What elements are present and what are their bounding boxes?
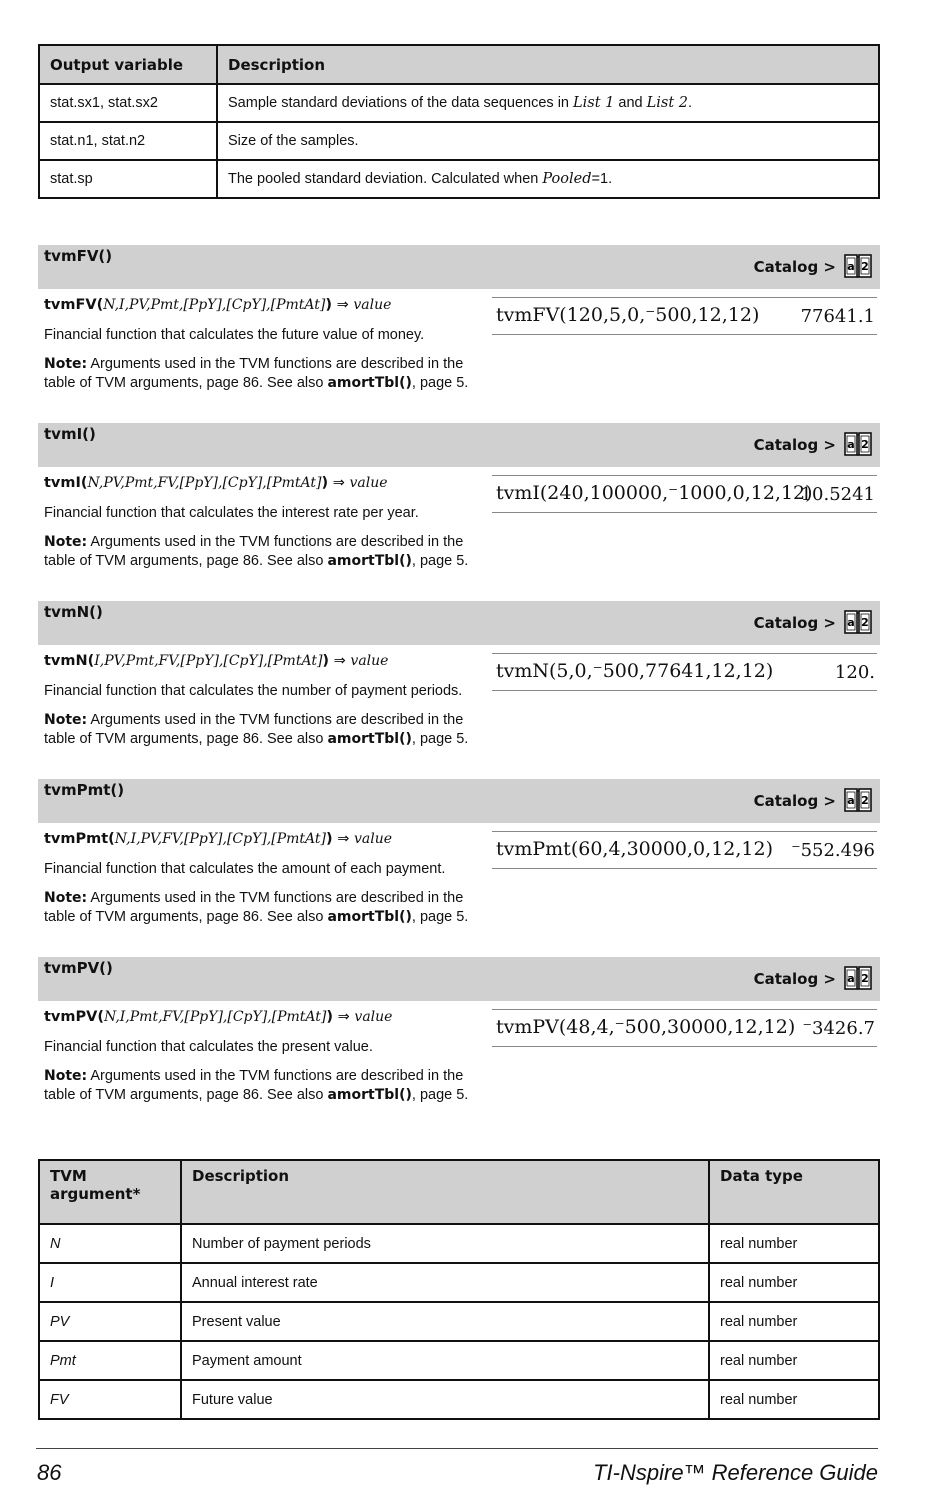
function-title: tvmI()	[44, 425, 96, 443]
catalog-label: Catalog >	[753, 258, 836, 276]
svg-text:a: a	[847, 972, 855, 985]
argument-cell: PV	[39, 1302, 181, 1341]
catalog-book-icon	[844, 787, 872, 813]
note-end: , page 5.	[411, 731, 469, 747]
table-row	[39, 1341, 879, 1380]
note-label: Note:	[44, 890, 88, 906]
function-syntax	[44, 475, 388, 491]
function-syntax	[44, 831, 392, 847]
syntax-arguments: N,I,Pmt,FV,[PpY],[CpY],[PmtAt]	[103, 1009, 327, 1025]
function-note	[44, 355, 474, 393]
function-entry	[38, 245, 880, 423]
catalog-label: Catalog >	[753, 970, 836, 988]
note-reference: amortTbl()	[327, 1087, 412, 1103]
table-row	[39, 84, 879, 122]
output-variable-cell: stat.sx1, stat.sx2	[39, 84, 217, 122]
note-text: Arguments used in the TVM functions are described in the table of TVM arguments, page 86. See also	[44, 890, 464, 925]
note-end: , page 5.	[411, 1087, 469, 1103]
function-entry	[38, 957, 880, 1135]
note-label: Note:	[44, 1068, 88, 1084]
data-type-cell: real number	[709, 1224, 879, 1263]
entry-header-bar	[38, 779, 880, 823]
catalog-label: Catalog >	[753, 614, 836, 632]
description-cell: Future value	[181, 1380, 709, 1419]
note-reference: amortTbl()	[327, 553, 412, 569]
argument-cell: N	[39, 1224, 181, 1263]
function-note	[44, 533, 474, 571]
example-expression: tvmI(240,100000,⁻1000,0,12,12)	[496, 482, 813, 504]
calculator-example	[492, 297, 877, 335]
function-title: tvmPmt()	[44, 781, 125, 799]
syntax-close-paren: )	[322, 653, 330, 669]
example-result: 77641.1	[800, 306, 875, 327]
output-variable-table	[38, 44, 880, 199]
note-reference: amortTbl()	[327, 909, 412, 925]
catalog-book-icon	[844, 253, 872, 279]
description-cell: Number of payment periods	[181, 1224, 709, 1263]
function-note	[44, 711, 474, 749]
implies-arrow-icon: ⇒	[337, 831, 350, 847]
column-header: TVM argument*	[39, 1160, 181, 1224]
svg-text:a: a	[847, 438, 855, 451]
syntax-function-name: tvmFV(	[44, 297, 104, 313]
function-syntax	[44, 297, 391, 313]
syntax-arguments: N,I,PV,Pmt,[PpY],[CpY],[PmtAt]	[103, 297, 326, 313]
svg-text:a: a	[847, 616, 855, 629]
footer-divider	[36, 1448, 878, 1449]
svg-text:2: 2	[861, 616, 869, 629]
syntax-arguments: N,PV,Pmt,FV,[PpY],[CpY],[PmtAt]	[87, 475, 322, 491]
data-type-cell: real number	[709, 1341, 879, 1380]
data-type-cell: real number	[709, 1302, 879, 1341]
note-end: , page 5.	[411, 909, 469, 925]
note-end: , page 5.	[411, 553, 469, 569]
function-note	[44, 1067, 474, 1105]
note-text: Arguments used in the TVM functions are described in the table of TVM arguments, page 86. See also	[44, 712, 464, 747]
syntax-function-name: tvmN(	[44, 653, 95, 669]
syntax-close-paren: )	[325, 831, 333, 847]
page-number: 86	[37, 1460, 62, 1485]
column-header: Description	[181, 1160, 709, 1224]
description-cell: Sample standard deviations of the data sequences in List 1 and List 2.	[217, 84, 879, 122]
entry-header-bar	[38, 957, 880, 1001]
note-text: Arguments used in the TVM functions are described in the table of TVM arguments, page 86. See also	[44, 534, 464, 569]
argument-cell: Pmt	[39, 1341, 181, 1380]
function-title: tvmFV()	[44, 247, 113, 265]
table-header-row	[39, 45, 879, 84]
calculator-example	[492, 475, 877, 513]
column-header: Description	[217, 45, 879, 84]
example-expression: tvmPV(48,4,⁻500,30000,12,12)	[496, 1016, 796, 1038]
description-cell: Annual interest rate	[181, 1263, 709, 1302]
syntax-return: value	[353, 831, 393, 847]
note-label: Note:	[44, 534, 88, 550]
implies-arrow-icon: ⇒	[332, 475, 345, 491]
syntax-arguments: N,I,PV,FV,[PpY],[CpY],[PmtAt]	[114, 831, 326, 847]
description-cell: The pooled standard deviation. Calculated when Pooled=1.	[217, 160, 879, 198]
function-description: Financial function that calculates the future value of money.	[44, 327, 425, 343]
svg-text:2: 2	[861, 972, 869, 985]
guide-title: TI-Nspire™ Reference Guide	[593, 1460, 878, 1485]
description-cell: Present value	[181, 1302, 709, 1341]
function-description: Financial function that calculates the interest rate per year.	[44, 505, 419, 521]
function-syntax	[44, 1009, 392, 1025]
note-text: Arguments used in the TVM functions are described in the table of TVM arguments, page 86. See also	[44, 1068, 464, 1103]
column-header: Data type	[709, 1160, 879, 1224]
catalog-book-icon	[844, 965, 872, 991]
example-expression: tvmFV(120,5,0,⁻500,12,12)	[496, 304, 760, 326]
syntax-return: value	[349, 475, 388, 491]
function-note	[44, 889, 474, 927]
svg-text:a: a	[847, 260, 855, 273]
note-end: , page 5.	[411, 375, 469, 391]
catalog-label: Catalog >	[753, 436, 836, 454]
table-row	[39, 1302, 879, 1341]
data-type-cell: real number	[709, 1263, 879, 1302]
syntax-close-paren: )	[321, 475, 329, 491]
svg-text:2: 2	[861, 438, 869, 451]
calculator-example	[492, 653, 877, 691]
syntax-function-name: tvmI(	[44, 475, 88, 491]
function-description: Financial function that calculates the number of payment periods.	[44, 683, 463, 699]
calculator-example	[492, 1009, 877, 1047]
syntax-return: value	[354, 1009, 393, 1025]
column-header: Output variable	[39, 45, 217, 84]
example-expression: tvmN(5,0,⁻500,77641,12,12)	[496, 660, 774, 682]
syntax-function-name: tvmPmt(	[44, 831, 115, 847]
note-reference: amortTbl()	[327, 375, 412, 391]
example-result: ⁻552.496	[791, 840, 875, 861]
function-description: Financial function that calculates the amount of each payment.	[44, 861, 446, 877]
argument-cell: I	[39, 1263, 181, 1302]
table-row	[39, 160, 879, 198]
table-row	[39, 1224, 879, 1263]
entry-header-bar	[38, 245, 880, 289]
implies-arrow-icon: ⇒	[336, 297, 349, 313]
example-result: 120.	[834, 662, 875, 683]
table-row	[39, 1380, 879, 1419]
syntax-function-name: tvmPV(	[44, 1009, 104, 1025]
table-row	[39, 122, 879, 160]
output-variable-cell: stat.sp	[39, 160, 217, 198]
implies-arrow-icon: ⇒	[337, 1009, 350, 1025]
entry-header-bar	[38, 601, 880, 645]
catalog-book-icon	[844, 431, 872, 457]
table-row	[39, 1263, 879, 1302]
note-text: Arguments used in the TVM functions are described in the table of TVM arguments, page 86. See also	[44, 356, 464, 391]
syntax-close-paren: )	[325, 297, 333, 313]
data-type-cell: real number	[709, 1380, 879, 1419]
tvm-arguments-table	[38, 1159, 880, 1420]
calculator-example	[492, 831, 877, 869]
note-reference: amortTbl()	[327, 731, 412, 747]
argument-cell: FV	[39, 1380, 181, 1419]
note-label: Note:	[44, 356, 88, 372]
example-result: 10.5241	[800, 484, 875, 505]
catalog-book-icon	[844, 609, 872, 635]
function-entry	[38, 423, 880, 601]
syntax-arguments: I,PV,Pmt,FV,[PpY],[CpY],[PmtAt]	[94, 653, 323, 669]
function-title: tvmPV()	[44, 959, 113, 977]
function-description: Financial function that calculates the present value.	[44, 1039, 373, 1055]
table-header-row	[39, 1160, 879, 1224]
function-entry	[38, 601, 880, 779]
syntax-close-paren: )	[326, 1009, 334, 1025]
description-cell: Payment amount	[181, 1341, 709, 1380]
example-result: ⁻3426.7	[802, 1018, 875, 1039]
note-label: Note:	[44, 712, 88, 728]
function-syntax	[44, 653, 388, 669]
svg-text:2: 2	[861, 260, 869, 273]
function-title: tvmN()	[44, 603, 103, 621]
svg-text:a: a	[847, 794, 855, 807]
entry-header-bar	[38, 423, 880, 467]
function-entry	[38, 779, 880, 957]
syntax-return: value	[353, 297, 392, 313]
implies-arrow-icon: ⇒	[333, 653, 346, 669]
catalog-label: Catalog >	[753, 792, 836, 810]
example-expression: tvmPmt(60,4,30000,0,12,12)	[496, 838, 773, 860]
syntax-return: value	[350, 653, 389, 669]
svg-text:2: 2	[861, 794, 869, 807]
output-variable-cell: stat.n1, stat.n2	[39, 122, 217, 160]
description-cell: Size of the samples.	[217, 122, 879, 160]
